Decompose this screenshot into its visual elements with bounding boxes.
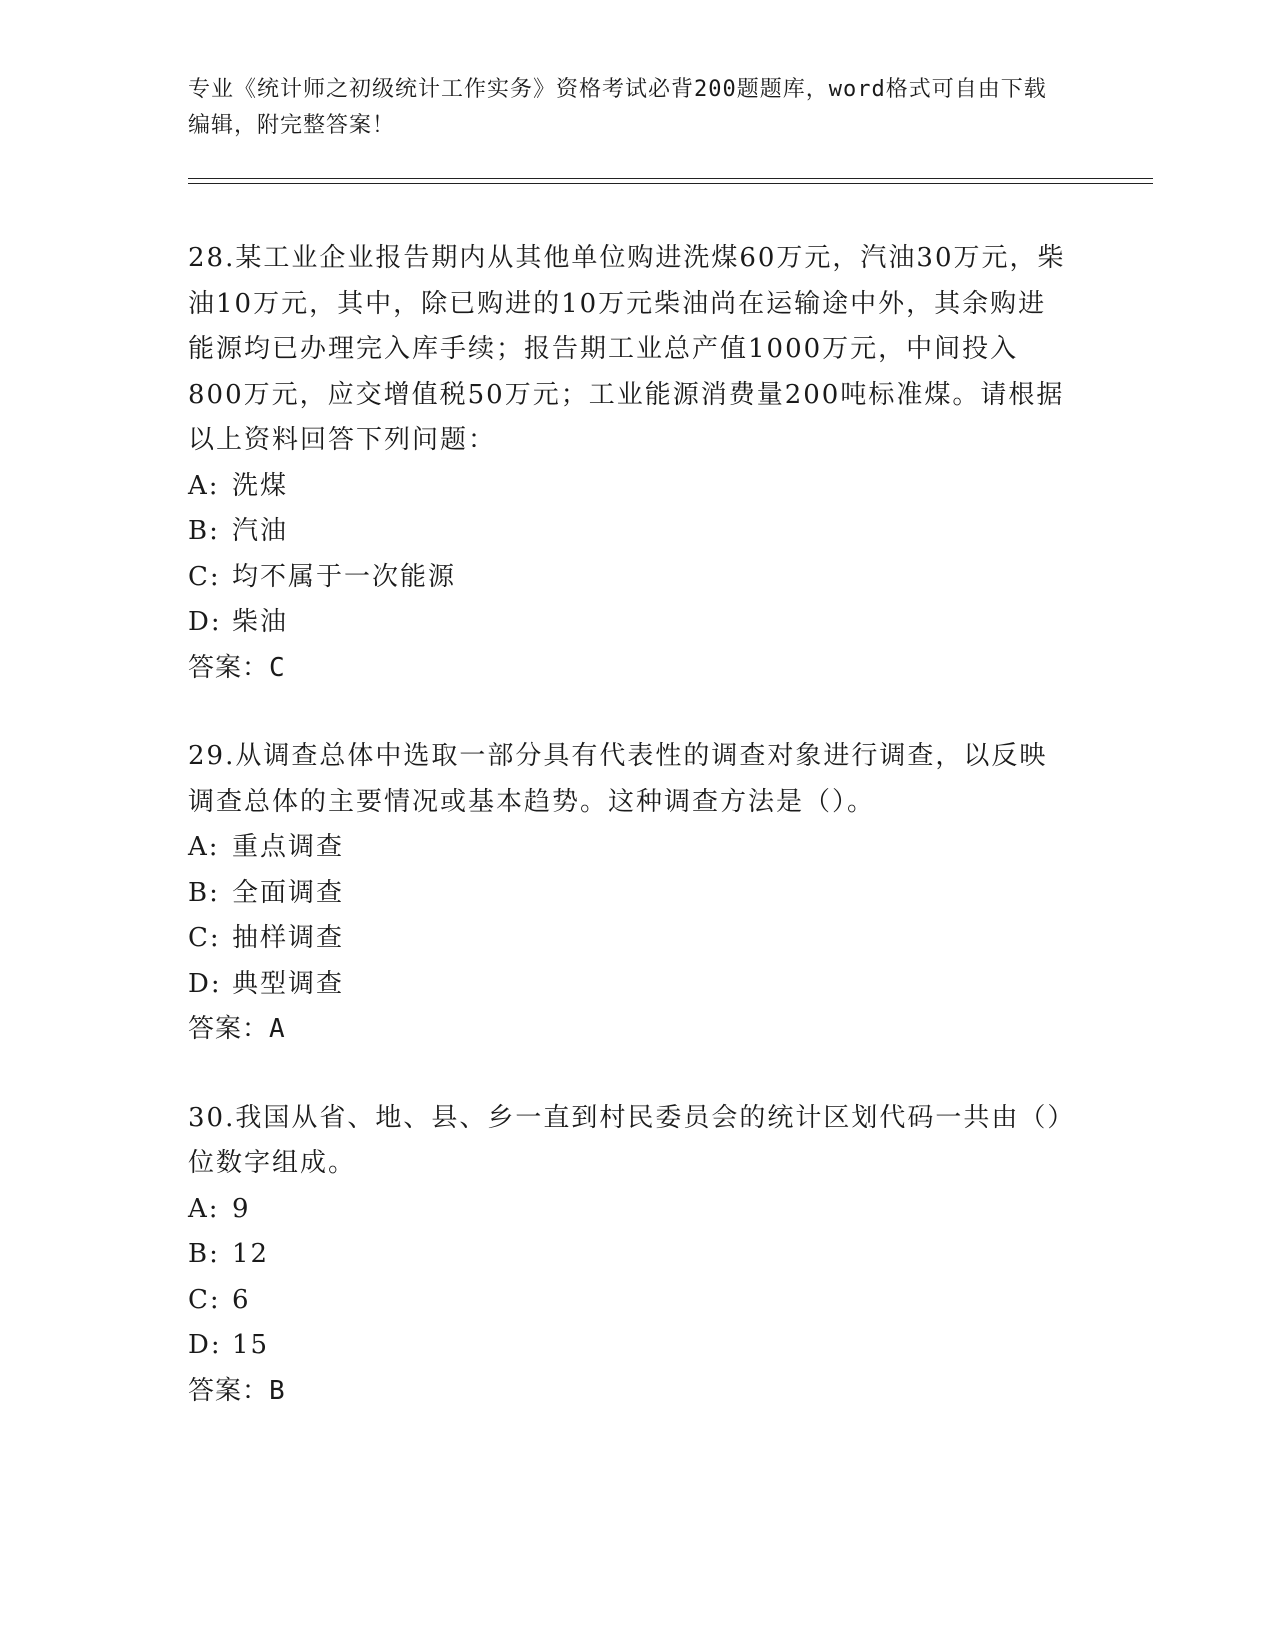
option-letter: D: [188, 607, 222, 637]
answer-text: 答案：B [188, 1375, 286, 1406]
option-letter: B: [188, 877, 220, 908]
option-text: 6 [232, 1284, 251, 1315]
option-text: 洗煤 [232, 470, 289, 501]
option-text: 15 [232, 1330, 270, 1360]
option-text: 12 [232, 1239, 270, 1269]
option-letter: A: [188, 832, 220, 862]
question-28 [188, 236, 1068, 691]
option-d [188, 600, 1068, 646]
option-text: 重点调查 [232, 832, 345, 862]
option-c [188, 555, 1068, 601]
option-text: 均不属于一次能源 [232, 561, 457, 592]
option-b [188, 1232, 1068, 1278]
header-rule-bottom [188, 183, 1153, 184]
option-letter: D: [188, 1330, 222, 1360]
page-header: 专业《统计师之初级统计工作实务》资格考试必背200题题库，word格式可自由下载编辑，附完整答案！ [188, 77, 1047, 138]
option-a [188, 1187, 1068, 1233]
option-letter: D: [188, 968, 222, 999]
option-text: 全面调查 [232, 877, 345, 908]
option-text: 抽样调查 [232, 923, 345, 953]
option-d [188, 1323, 1068, 1369]
option-letter: A: [188, 1193, 220, 1224]
option-d [188, 962, 1068, 1008]
option-c [188, 916, 1068, 962]
option-text: 典型调查 [232, 968, 345, 999]
option-list [188, 825, 1068, 1007]
question-text: 28.某工业企业报告期内从其他单位购进洗煤60万元，汽油30万元，柴油10万元，其中，除已购进的10万元柴油尚在运输途中外，其余购进能源均已办理完入库手续；报告期工业总产值1000万元，中间投入800万元，应交增值税50万元；工业能源消费量200吨标准煤。请根据以上资料回答下列问题： [188, 243, 1066, 455]
answer-text: 答案：A [188, 1014, 286, 1044]
option-a [188, 464, 1068, 510]
question-30 [188, 1096, 1068, 1415]
option-text: 汽油 [232, 516, 289, 546]
option-letter: C: [188, 561, 221, 592]
option-letter: C: [188, 1284, 221, 1315]
option-b [188, 509, 1068, 555]
option-letter: B: [188, 1239, 220, 1269]
option-text: 柴油 [232, 607, 289, 637]
option-letter: B: [188, 516, 220, 546]
question-text: 30.我国从省、地、县、乡一直到村民委员会的统计区划代码一共由（）位数字组成。 [188, 1102, 1063, 1178]
question-list [188, 236, 1068, 1457]
question-29 [188, 734, 1068, 1053]
option-list [188, 464, 1068, 646]
option-b [188, 871, 1068, 917]
option-a [188, 825, 1068, 871]
header-rule-top [188, 178, 1153, 179]
option-text: 9 [232, 1193, 251, 1224]
option-letter: A: [188, 470, 220, 501]
answer-text: 答案：C [188, 652, 286, 683]
option-list [188, 1187, 1068, 1369]
question-text: 29.从调查总体中选取一部分具有代表性的调查对象进行调查，以反映调查总体的主要情况或基本趋势。这种调查方法是（）。 [188, 741, 1048, 817]
option-letter: C: [188, 923, 221, 953]
option-c [188, 1278, 1068, 1324]
